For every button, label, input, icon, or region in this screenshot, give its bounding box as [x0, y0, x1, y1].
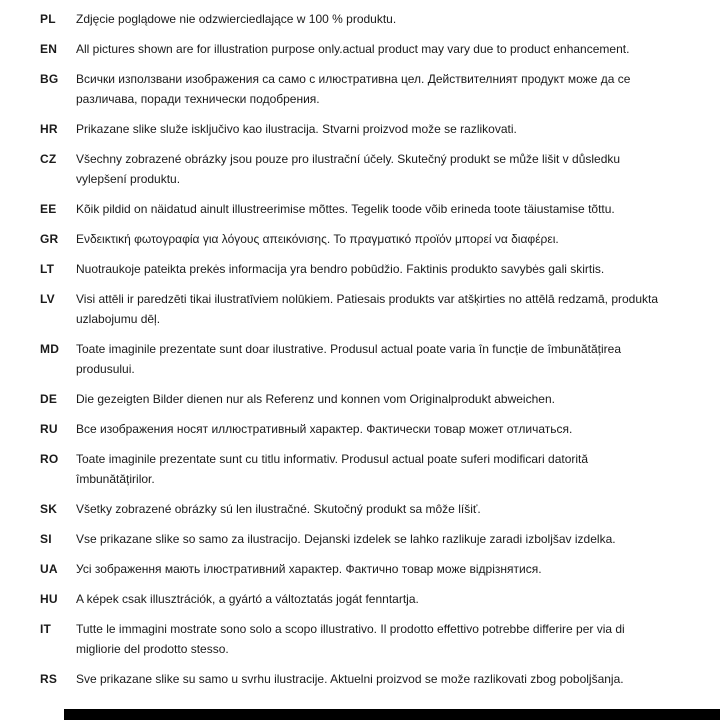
disclaimer-text: Toate imaginile prezentate sunt doar ilustrative. Produsul actual poate varia în funcție de îmbunătățirea produsului.: [76, 342, 621, 376]
disclaimer-row: [40, 9, 664, 29]
disclaimer-text: Die gezeigten Bilder dienen nur als Referenz und konnen vom Originalprodukt abweichen.: [76, 392, 555, 406]
language-code: LV: [40, 292, 55, 306]
disclaimer-text: Vse prikazane slike so samo za ilustracijo. Dejanski izdelek se lahko razlikuje zaradi izboljšav izdelka.: [76, 532, 616, 546]
language-code: RU: [40, 422, 58, 436]
disclaimer-text: Všetky zobrazené obrázky sú len ilustračné. Skutočný produkt sa môže líšiť.: [76, 502, 481, 516]
disclaimer-text: Toate imaginile prezentate sunt cu titlu informativ. Produsul actual poate suferi modificari datorită îmbunătățirilor.: [76, 452, 589, 486]
language-code: EE: [40, 202, 57, 216]
disclaimer-text: Visi attēli ir paredzēti tikai ilustratīviem nolūkiem. Patiesais produkts var atšķirties no attēlā redzamā, produkta uzlabojumu dēļ.: [76, 292, 659, 326]
disclaimer-text: A képek csak illusztrációk, a gyártó a változtatás jogát fenntartja.: [76, 592, 419, 606]
language-code: RS: [40, 672, 58, 686]
disclaimer-text: Усі зображення мають ілюстративний характер. Фактично товар може відрізнятися.: [76, 562, 542, 576]
disclaimer-text: Ενδεικτική φωτογραφία για λόγους απεικόνισης. Το πραγματικό προϊόν μπορεί να διαφέρει.: [76, 232, 559, 246]
language-code: RO: [40, 452, 59, 466]
disclaimer-text: Всички използвани изображения са само с илюстративна цел. Действителният продукт може да се различава, поради технически подобрения.: [76, 72, 631, 106]
language-code: PL: [40, 12, 56, 26]
disclaimer-row: [40, 39, 664, 59]
disclaimer-row: [40, 529, 664, 549]
disclaimer-text: Tutte le immagini mostrate sono solo a scopo illustrativo. Il prodotto effettivo potrebbe differire per via di migliorie del prodotto stesso.: [76, 622, 625, 656]
disclaimer-text: Zdjęcie poglądowe nie odzwierciedlające w 100 % produktu.: [76, 12, 397, 26]
disclaimer-row: [40, 229, 664, 249]
disclaimer-row: [40, 449, 664, 489]
language-code: UA: [40, 562, 58, 576]
disclaimer-text: Nuotraukoje pateikta prekės informacija yra bendro pobūdžio. Faktinis produkto savybės gali skirtis.: [76, 262, 605, 276]
language-code: GR: [40, 232, 59, 246]
disclaimer-row: [40, 499, 664, 519]
language-code: IT: [40, 622, 52, 636]
disclaimer-text: Sve prikazane slike su samo u svrhu ilustracije. Aktuelni proizvod se može razlikovati zbog poboljšanja.: [76, 672, 624, 686]
disclaimer-row: [40, 69, 664, 109]
disclaimer-row: [40, 119, 664, 139]
language-code: SK: [40, 502, 58, 516]
language-code: HU: [40, 592, 58, 606]
language-code: SI: [40, 532, 52, 546]
language-code: MD: [40, 342, 60, 356]
disclaimer-row: [40, 419, 664, 439]
disclaimer-list: [40, 9, 664, 689]
language-code: CZ: [40, 152, 57, 166]
disclaimer-row: [40, 289, 664, 329]
disclaimer-row: [40, 149, 664, 189]
disclaimer-text: Prikazane slike služe isključivo kao ilustracija. Stvarni proizvod može se razlikovati.: [76, 122, 517, 136]
bottom-black-bar: [64, 709, 720, 720]
disclaimer-row: [40, 199, 664, 219]
disclaimer-row: [40, 559, 664, 579]
disclaimer-text: Všechny zobrazené obrázky jsou pouze pro ilustrační účely. Skutečný produkt se může lišit v důsledku vylepšení produktu.: [76, 152, 621, 186]
disclaimer-text: Все изображения носят иллюстративный характер. Фактически товар может отличаться.: [76, 422, 573, 436]
disclaimer-row: [40, 669, 664, 689]
disclaimer-row: [40, 619, 664, 659]
disclaimer-text: All pictures shown are for illustration purpose only.actual product may vary due to product enhancement.: [76, 42, 630, 56]
language-code: EN: [40, 42, 58, 56]
disclaimer-row: [40, 259, 664, 279]
language-code: BG: [40, 72, 59, 86]
language-code: HR: [40, 122, 58, 136]
language-code: LT: [40, 262, 55, 276]
disclaimer-row: [40, 339, 664, 379]
language-code: DE: [40, 392, 58, 406]
disclaimer-row: [40, 389, 664, 409]
disclaimer-row: [40, 589, 664, 609]
disclaimer-text: Kõik pildid on näidatud ainult illustreerimise mõttes. Tegelik toode võib erineda toote täiustamise tõttu.: [76, 202, 615, 216]
